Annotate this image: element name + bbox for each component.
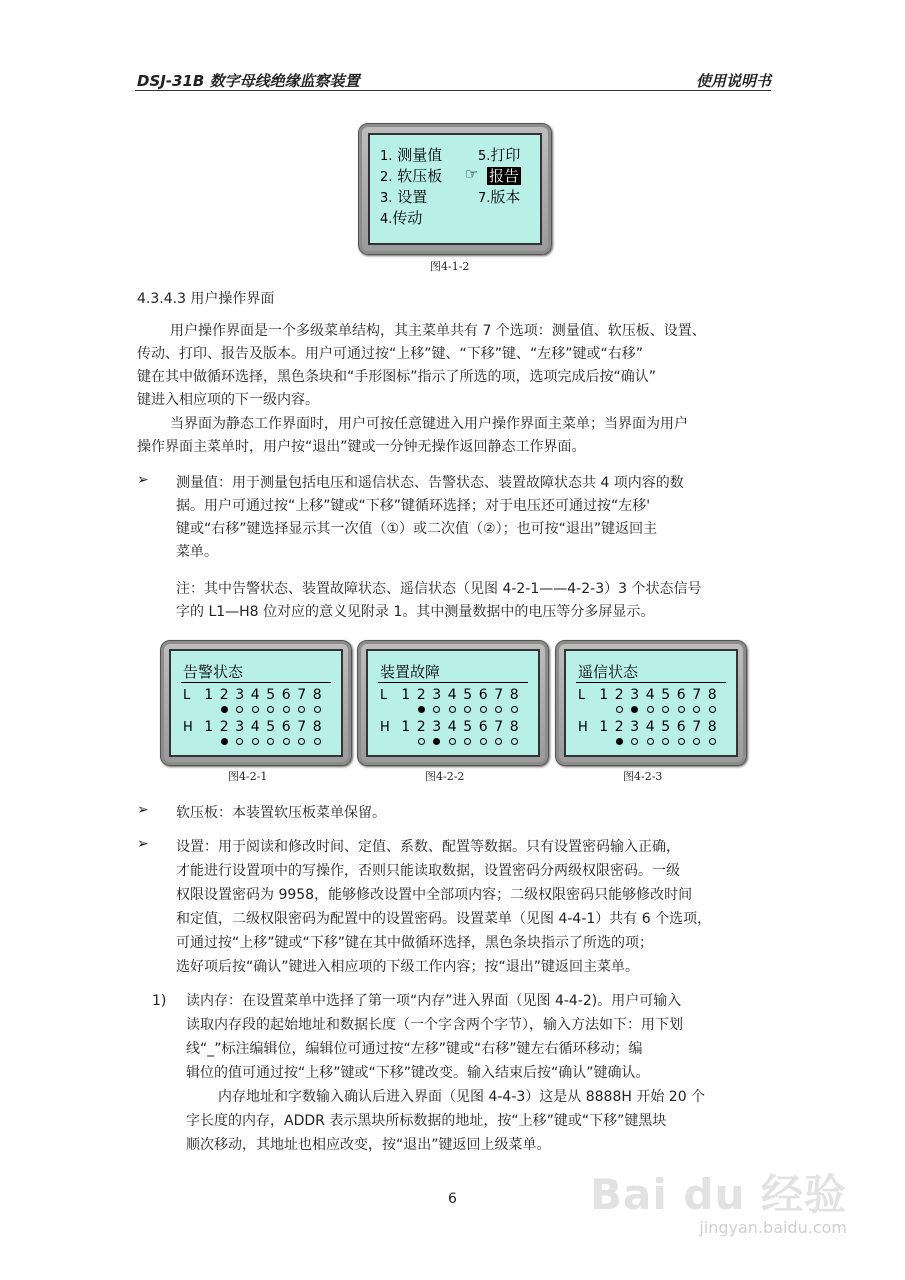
status-bit-number: 5 [661, 687, 671, 703]
status-bit-number: 8 [312, 719, 322, 735]
measure-line-3: 键或“右移”键选择显示其一次值（①）或二次值（②）；也可按“退出”键返回主 [176, 521, 658, 537]
status-bit-off-indicator [616, 706, 623, 713]
status-bit-off-indicator [495, 738, 502, 745]
status-bit-off-indicator [693, 738, 700, 745]
status-bit-on-indicator [616, 738, 623, 745]
measure-line-1: 测量值：用于测量包括电压和遥信状态、告警状态、装置故障状态共 4 项内容的数 [176, 475, 684, 491]
bullet-arrow-icon: ➢ [137, 836, 149, 852]
status-bit-off-indicator [267, 706, 274, 713]
header-rule [135, 90, 771, 91]
menu-item-report: 报告 [489, 167, 520, 185]
status-bit-off-indicator [678, 738, 685, 745]
status-bit-off-indicator [662, 738, 669, 745]
status-bit-number: 2 [614, 687, 624, 703]
menu-item-version: 7.版本 [478, 188, 521, 206]
p1-line-3: 键在其中做循环选择，黑色条块和“手形图标”指示了所选的项，选项完成后按“确认” [137, 369, 657, 385]
status-bit-off-indicator [464, 706, 471, 713]
status-bit-off-indicator [252, 706, 259, 713]
status-bit-indicators [398, 738, 522, 745]
status-bit-indicators [398, 706, 522, 713]
status-bit-off-indicator [314, 706, 321, 713]
status-bit-off-indicator [236, 738, 243, 745]
status-bit-number: 4 [645, 687, 655, 703]
status-bit-number: 1 [204, 687, 214, 703]
menu-item-settings: 3. 设置 [380, 188, 428, 206]
item1-cont-line-2: 字长度的内存，ADDR 表示黑块所标数据的地址，按“上移”键或“下移”键黑块 [186, 1113, 667, 1129]
status-bit-off-indicator [236, 706, 243, 713]
status-bit-number: 3 [432, 687, 442, 703]
status-bit-number: 4 [645, 719, 655, 735]
status-row-label-h: H [380, 720, 390, 735]
status-bit-off-indicator [314, 738, 321, 745]
status-bit-number: 3 [630, 719, 640, 735]
status-bit-off-indicator [480, 738, 487, 745]
menu-lcd-screen [368, 133, 542, 245]
status-lcd-bezel [357, 640, 549, 766]
status-bit-off-indicator [709, 706, 716, 713]
status-row-label-h: H [183, 720, 193, 735]
status-bit-off-indicator [283, 706, 290, 713]
status-bit-number: 7 [297, 687, 307, 703]
status-bit-off-indicator [418, 738, 425, 745]
status-lcd-bezel [160, 640, 352, 766]
item1-line-4: 辑位的值可通过按“上移”键或“下移”键改变。输入结束后按“确认”键确认。 [186, 1065, 650, 1081]
status-bit-off-indicator [495, 706, 502, 713]
status-bit-off-indicator [631, 738, 638, 745]
status-bit-off-indicator [647, 706, 654, 713]
status-bit-numbers [201, 687, 325, 703]
status-bit-off-indicator [480, 706, 487, 713]
status-bit-number: 8 [707, 687, 717, 703]
status-bit-number: 6 [281, 719, 291, 735]
status-row-label-l: L [183, 688, 191, 703]
item1-line-1: 读内存：在设置菜单中选择了第一项“内存”进入界面（见图 4-4-2)。用户可输入 [186, 993, 682, 1009]
menu-item-drive: 4.传动 [380, 209, 423, 227]
item1-line-3: 线“_”标注编辑位，编辑位可通过按“左移”键或“右移”键左右循环移动；编 [186, 1041, 643, 1057]
watermark-logo: Bai du 经验 [590, 1170, 847, 1219]
status-bit-number: 8 [509, 719, 519, 735]
settings-line-2: 才能进行设置项中的写操作，否则只能读取数据，设置密码分两级权限密码。一级 [176, 863, 680, 879]
status-bit-indicators [596, 706, 720, 713]
page-number: 6 [448, 1191, 457, 1207]
settings-line-1: 设置：用于阅读和修改时间、定值、系数、配置等数据。只有设置密码输入正确， [176, 839, 680, 855]
status-bit-number: 4 [447, 687, 457, 703]
status-bit-number: 3 [630, 687, 640, 703]
status-bit-number: 7 [692, 687, 702, 703]
item1-cont-line-1: 内存地址和字数输入确认后进入界面（见图 4-4-3）这是从 8888H 开始 20 个 [218, 1089, 706, 1105]
p2-line-1: 当界面为静态工作界面时，用户可按任意键进入用户操作界面主菜单；当界面为用户 [170, 416, 688, 432]
watermark-url: jingyan.baidu.com [699, 1218, 847, 1237]
status-title: 装置故障 [380, 663, 441, 681]
status-bit-number: 1 [204, 719, 214, 735]
hand-pointer-icon: ☞ [465, 165, 479, 183]
status-bit-off-indicator [511, 706, 518, 713]
measure-note-line-2: 字的 L1—H8 位对应的意义见附录 1。其中测量数据中的电压等分多屏显示。 [176, 604, 655, 620]
status-row-label-l: L [578, 688, 586, 703]
status-bit-off-indicator [709, 738, 716, 745]
settings-line-4: 和定值，二级权限密码为配置中的设置密码。设置菜单（见图 4-4-1）共有 6 个选项， [176, 911, 712, 927]
menu-item-measure: 1. 测量值 [380, 146, 443, 164]
status-title: 告警状态 [183, 663, 244, 681]
status-bit-off-indicator [298, 738, 305, 745]
status-bit-number: 4 [250, 687, 260, 703]
status-bit-number: 8 [509, 687, 519, 703]
p1-line-4: 键进入相应项的下一级内容。 [137, 392, 319, 408]
status-bit-number: 7 [297, 719, 307, 735]
header-doc-type: 使用说明书 [695, 72, 771, 90]
status-bit-off-indicator [464, 738, 471, 745]
status-bit-off-indicator [283, 738, 290, 745]
item1-cont-line-3: 顺次移动，其地址也相应改变，按“退出”键返回上级菜单。 [186, 1137, 551, 1153]
status-bit-on-indicator [221, 738, 228, 745]
section-heading: 4.3.4.3 用户操作界面 [137, 291, 275, 307]
softplate-line: 软压板：本装置软压板菜单保留。 [176, 805, 386, 821]
settings-line-3: 权限设置密码为 9958，能够修改设置中全部项内容；二级权限密码只能够修改时间 [176, 887, 693, 903]
status-bit-off-indicator [647, 738, 654, 745]
status-bit-number: 4 [250, 719, 260, 735]
status-bit-number: 5 [266, 687, 276, 703]
status-row-label-l: L [380, 688, 388, 703]
status-bit-on-indicator [418, 706, 425, 713]
status-bit-off-indicator [433, 706, 440, 713]
status-bit-indicators [201, 738, 325, 745]
status-bit-number: 2 [219, 719, 229, 735]
status-bit-number: 6 [676, 687, 686, 703]
status-bit-number: 6 [478, 719, 488, 735]
status-bit-number: 7 [692, 719, 702, 735]
status-bit-number: 2 [614, 719, 624, 735]
status-lcd-bezel [555, 640, 747, 766]
status-bit-off-indicator [693, 706, 700, 713]
p2-line-2: 操作界面主菜单时，用户按“退出”键或一分钟无操作返回静态工作界面。 [137, 439, 586, 455]
status-bit-numbers [398, 687, 522, 703]
menu-item-print: 5.打印 [478, 146, 521, 164]
status-bit-numbers [596, 687, 720, 703]
measure-note-line-1: 注：其中告警状态、装置故障状态、遥信状态（见图 4-2-1——4-2-3）3 个状态信号 [176, 581, 702, 597]
status-bit-number: 5 [661, 719, 671, 735]
status-bit-number: 1 [401, 719, 411, 735]
status-bit-number: 3 [432, 719, 442, 735]
status-title: 遥信状态 [578, 663, 639, 681]
status-bit-number: 1 [401, 687, 411, 703]
header-title: DSJ-31B 数字母线绝缘监察装置 [137, 72, 360, 90]
status-lcd-screen [169, 649, 343, 757]
status-bit-number: 8 [707, 719, 717, 735]
measure-line-2: 据。用户可通过按“上移”键或“下移”键循环选择；对于电压还可通过按“左移' [176, 498, 651, 514]
menu-item-softplate: 2. 软压板 [380, 167, 443, 185]
status-bit-off-indicator [678, 706, 685, 713]
status-bit-number: 5 [463, 719, 473, 735]
status-bit-on-indicator [221, 706, 228, 713]
status-bit-number: 1 [599, 719, 609, 735]
status-bit-number: 2 [416, 719, 426, 735]
measure-line-4: 菜单。 [176, 544, 218, 560]
status-bit-number: 3 [235, 719, 245, 735]
status-bit-number: 1 [599, 687, 609, 703]
p1-line-2: 传动、打印、报告及版本。用户可通过按“上移”键、“下移”键、“左移”键或“右移” [137, 346, 644, 362]
status-bit-off-indicator [449, 738, 456, 745]
status-row-label-h: H [578, 720, 588, 735]
status-bit-off-indicator [298, 706, 305, 713]
fig-caption-status: 图4-2-1 [228, 770, 268, 783]
settings-line-6: 选好项后按“确认”键进入相应项的下级工作内容；按“退出”键返回主菜单。 [176, 959, 640, 975]
status-bit-number: 7 [494, 687, 504, 703]
status-title-rule [181, 682, 331, 683]
bullet-arrow-icon: ➢ [137, 802, 149, 818]
status-bit-on-indicator [433, 738, 440, 745]
fig-caption-status: 图4-2-2 [425, 770, 465, 783]
status-bit-indicators [596, 738, 720, 745]
status-bit-off-indicator [252, 738, 259, 745]
status-bit-numbers [201, 719, 325, 735]
status-bit-number: 8 [312, 687, 322, 703]
status-lcd-screen [564, 649, 738, 757]
status-bit-number: 3 [235, 687, 245, 703]
status-bit-off-indicator [267, 738, 274, 745]
status-bit-number: 5 [463, 687, 473, 703]
status-bit-number: 5 [266, 719, 276, 735]
status-title-rule [576, 682, 726, 683]
status-bit-numbers [398, 719, 522, 735]
status-bit-off-indicator [449, 706, 456, 713]
status-bit-number: 2 [416, 687, 426, 703]
status-bit-number: 6 [281, 687, 291, 703]
status-bit-number: 4 [447, 719, 457, 735]
status-title-rule [378, 682, 528, 683]
status-bit-numbers [596, 719, 720, 735]
status-bit-number: 7 [494, 719, 504, 735]
status-bit-number: 6 [478, 687, 488, 703]
status-bit-on-indicator [631, 706, 638, 713]
menu-lcd-bezel [358, 123, 552, 255]
status-bit-off-indicator [662, 706, 669, 713]
status-bit-number: 2 [219, 687, 229, 703]
status-bit-number: 6 [676, 719, 686, 735]
bullet-arrow-icon: ➢ [137, 472, 149, 488]
status-bit-indicators [201, 706, 325, 713]
settings-line-5: 可通过按“上移”键或“下移”键在其中做循环选择，黑色条块指示了所选的项； [176, 935, 654, 951]
status-lcd-screen [366, 649, 540, 757]
item1-line-2: 读取内存段的起始地址和数据长度（一个字含两个字节），输入方法如下：用下划 [186, 1017, 683, 1033]
status-bit-off-indicator [511, 738, 518, 745]
fig-caption-menu: 图4-1-2 [430, 260, 470, 273]
p1-line-1: 用户操作界面是一个多级菜单结构，其主菜单共有 7 个选项：测量值、软压板、设置、 [170, 323, 706, 339]
item1-number: 1) [152, 993, 167, 1009]
fig-caption-status: 图4-2-3 [623, 770, 663, 783]
